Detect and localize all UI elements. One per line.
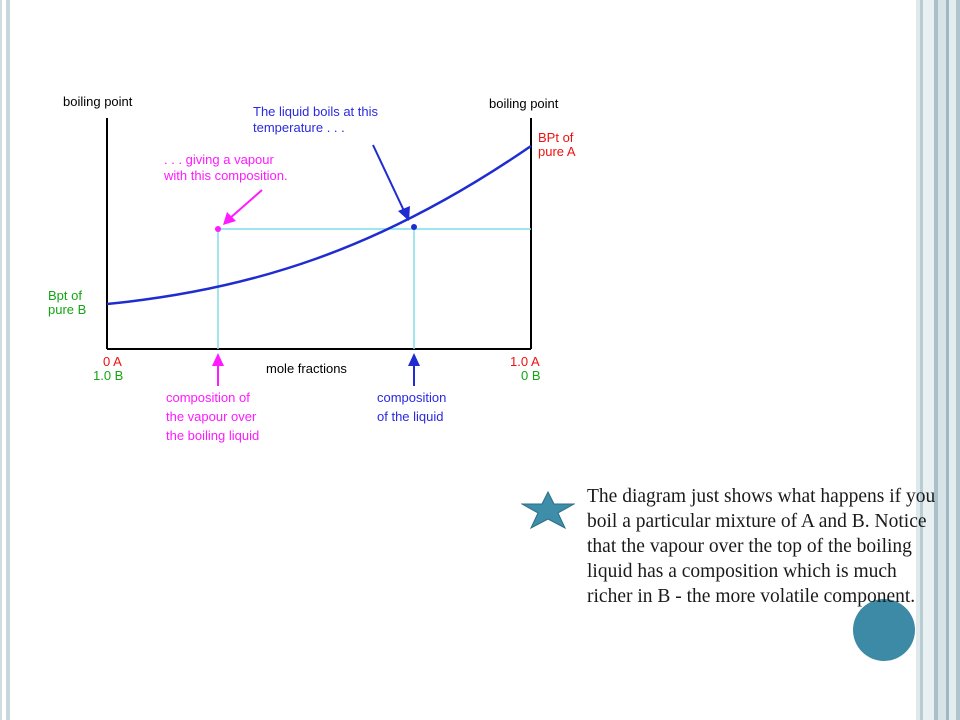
left-x-tick-b: 1.0 B: [93, 368, 124, 383]
pure-b-bp-label-line2: pure B: [48, 302, 87, 317]
vapour-annotation-line2: with this composition.: [164, 168, 288, 183]
vapour-point: [215, 226, 221, 232]
vapour-composition-arrowhead: [212, 353, 224, 366]
right-axis-label: boiling point: [489, 96, 559, 111]
liquid-composition-line2: of the liquid: [377, 409, 444, 424]
liquid-arrowhead: [398, 206, 410, 221]
pure-b-bp-label-line1: Bpt of: [48, 288, 82, 303]
liquid-annotation-arrow: [373, 145, 405, 213]
vapour-annotation-line1: . . . giving a vapour: [164, 152, 274, 167]
vapour-composition-line2: the vapour over: [166, 409, 257, 424]
liquid-annotation-line1: The liquid boils at this: [253, 104, 379, 119]
pure-a-bp-label-line1: BPt of: [538, 130, 574, 145]
vapour-annotation-arrow: [229, 190, 262, 219]
pure-a-bp-label-line2: pure A: [538, 144, 576, 159]
caption-text: The diagram just shows what happens if you boil a particular mixture of A and B. Notice that the vapour over the top of the boiling liquid has a composition which is much richer in B - the more volatile component.: [587, 486, 936, 607]
right-frame-border: [916, 0, 960, 720]
vapour-composition-line3: the boiling liquid: [166, 428, 260, 443]
right-x-tick-b: 0 B: [521, 368, 541, 383]
star-icon: [521, 490, 575, 530]
left-axis-label: boiling point: [63, 94, 133, 109]
x-axis-label: mole fractions: [266, 361, 347, 376]
right-x-tick-a: 1.0 A: [510, 354, 540, 369]
liquid-composition-arrowhead: [408, 353, 420, 366]
liquid-point: [411, 224, 417, 230]
vapour-composition-line1: composition of: [166, 390, 250, 405]
left-x-tick-a: 0 A: [103, 354, 122, 369]
liquid-annotation-line2: temperature . . .: [253, 120, 345, 135]
liquid-composition-line1: composition: [377, 390, 447, 405]
